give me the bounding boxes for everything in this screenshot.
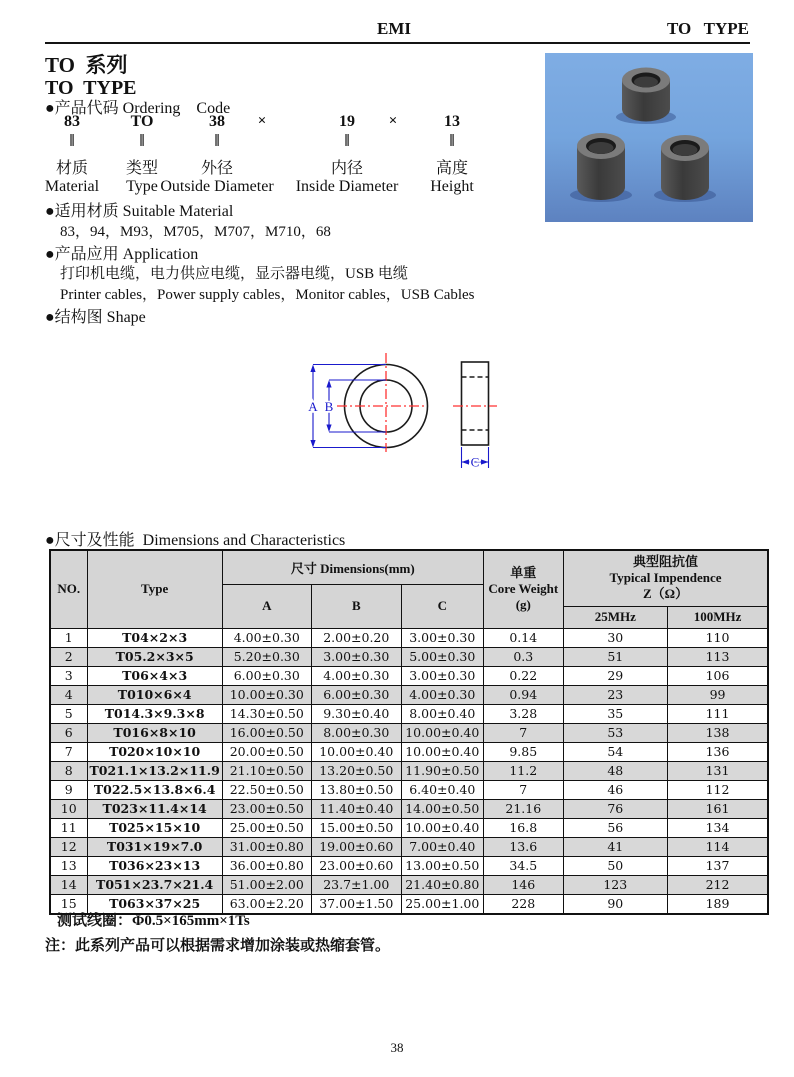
table-row bbox=[50, 685, 768, 704]
ordering-code-value: 83 bbox=[64, 113, 80, 130]
cell-b: 15.00±0.50 bbox=[311, 818, 401, 837]
cell-weight: 7 bbox=[483, 723, 563, 742]
cell-c: 14.00±0.50 bbox=[401, 799, 483, 818]
arrow-up-icon bbox=[310, 365, 315, 373]
cell-z100: 212 bbox=[667, 875, 768, 894]
page-header-center: EMI bbox=[377, 19, 411, 38]
table-row bbox=[50, 818, 768, 837]
col-header-dimensions-group: 尺寸 Dimensions(mm) bbox=[222, 550, 483, 584]
cell-c: 11.90±0.50 bbox=[401, 761, 483, 780]
col-header-impedance-group bbox=[563, 550, 768, 606]
table-row bbox=[50, 666, 768, 685]
cell-type: T016×8×10 bbox=[87, 723, 222, 742]
cell-b: 13.20±0.50 bbox=[311, 761, 401, 780]
cell-weight: 0.14 bbox=[483, 628, 563, 647]
cell-type: T04×2×3 bbox=[87, 628, 222, 647]
multiply-sign: × bbox=[257, 113, 267, 129]
cell-b: 6.00±0.30 bbox=[311, 685, 401, 704]
cell-z100: 114 bbox=[667, 837, 768, 856]
cell-no: 13 bbox=[50, 856, 87, 875]
cell-a: 6.00±0.30 bbox=[222, 666, 311, 685]
link-bars-icon: ‖ bbox=[139, 132, 145, 151]
cell-b: 3.00±0.30 bbox=[311, 647, 401, 666]
col-header-a: A bbox=[222, 584, 311, 628]
cell-weight: 9.85 bbox=[483, 742, 563, 761]
cell-z25: 41 bbox=[563, 837, 667, 856]
cell-type: T05.2×3×5 bbox=[87, 647, 222, 666]
dim-c-label: C bbox=[470, 454, 480, 470]
cell-no: 8 bbox=[50, 761, 87, 780]
cell-b: 9.30±0.40 bbox=[311, 704, 401, 723]
ordering-code-heading: ●产品代码 Ordering Code bbox=[45, 100, 231, 117]
link-bars-icon: ‖ bbox=[214, 132, 220, 151]
table-row bbox=[50, 837, 768, 856]
cell-z25: 54 bbox=[563, 742, 667, 761]
cell-z25: 35 bbox=[563, 704, 667, 723]
cell-z100: 113 bbox=[667, 647, 768, 666]
cell-a: 22.50±0.50 bbox=[222, 780, 311, 799]
cell-no: 5 bbox=[50, 704, 87, 723]
col-header-100mhz: 100MHz bbox=[667, 606, 768, 628]
cell-a: 21.10±0.50 bbox=[222, 761, 311, 780]
ordering-label-cn: 类型 bbox=[125, 160, 158, 177]
cell-b: 11.40±0.40 bbox=[311, 799, 401, 818]
header-rule bbox=[45, 42, 750, 44]
cell-a: 10.00±0.30 bbox=[222, 685, 311, 704]
ordering-label-cn: 高度 bbox=[435, 160, 468, 177]
ordering-label-cn: 内径 bbox=[330, 160, 363, 177]
cell-c: 4.00±0.30 bbox=[401, 685, 483, 704]
cell-no: 7 bbox=[50, 742, 87, 761]
ordering-label-cn: 材质 bbox=[55, 160, 88, 177]
cell-a: 14.30±0.50 bbox=[222, 704, 311, 723]
remark-note: 注：此系列产品可以根据需求增加涂装或热缩套管。 bbox=[45, 938, 391, 954]
arrow-right-icon bbox=[481, 459, 489, 464]
series-title-en: TO TYPE bbox=[45, 77, 137, 99]
arrow-up-icon bbox=[326, 380, 331, 388]
cell-b: 23.7±1.00 bbox=[311, 875, 401, 894]
suitable-material-heading: ●适用材质 Suitable Material bbox=[45, 203, 234, 220]
cell-c: 3.00±0.30 bbox=[401, 666, 483, 685]
cell-z25: 50 bbox=[563, 856, 667, 875]
cell-z100: 111 bbox=[667, 704, 768, 723]
cell-weight: 0.22 bbox=[483, 666, 563, 685]
cell-c: 3.00±0.30 bbox=[401, 628, 483, 647]
table-row bbox=[50, 628, 768, 647]
cell-no: 6 bbox=[50, 723, 87, 742]
core-weight-unit: (g) bbox=[515, 597, 531, 613]
cell-c: 10.00±0.40 bbox=[401, 723, 483, 742]
core-weight-cn: 单重 bbox=[510, 564, 537, 580]
cell-c: 13.00±0.50 bbox=[401, 856, 483, 875]
table-row bbox=[50, 856, 768, 875]
page-header-right: TO TYPE bbox=[666, 19, 749, 38]
cell-c: 25.00±1.00 bbox=[401, 894, 483, 914]
cell-type: T023×11.4×14 bbox=[87, 799, 222, 818]
cell-z100: 161 bbox=[667, 799, 768, 818]
cell-no: 4 bbox=[50, 685, 87, 704]
cell-z25: 53 bbox=[563, 723, 667, 742]
table-row bbox=[50, 704, 768, 723]
cell-weight: 21.16 bbox=[483, 799, 563, 818]
cell-a: 25.00±0.50 bbox=[222, 818, 311, 837]
cell-b: 8.00±0.30 bbox=[311, 723, 401, 742]
cell-z25: 90 bbox=[563, 894, 667, 914]
cell-a: 4.00±0.30 bbox=[222, 628, 311, 647]
col-header-no: NO. bbox=[50, 550, 87, 628]
cell-z100: 99 bbox=[667, 685, 768, 704]
ordering-label-en: Outside Diameter bbox=[160, 178, 274, 195]
application-line-cn: 打印机电缆，电力供应电缆，显示器电缆，USB 电缆 bbox=[60, 266, 408, 282]
cell-z100: 137 bbox=[667, 856, 768, 875]
arrow-left-icon bbox=[462, 459, 470, 464]
ferrite-core-left bbox=[570, 133, 632, 202]
ordering-code-value: 13 bbox=[444, 113, 460, 130]
cell-weight: 0.3 bbox=[483, 647, 563, 666]
cell-a: 5.20±0.30 bbox=[222, 647, 311, 666]
dimensions-heading: ●尺寸及性能 Dimensions and Characteristics bbox=[45, 532, 346, 549]
ordering-label-en: Height bbox=[430, 178, 474, 195]
cell-weight: 228 bbox=[483, 894, 563, 914]
cell-type: T06×4×3 bbox=[87, 666, 222, 685]
cell-no: 2 bbox=[50, 647, 87, 666]
col-header-type: Type bbox=[87, 550, 222, 628]
link-bars-icon: ‖ bbox=[69, 132, 75, 151]
cell-no: 12 bbox=[50, 837, 87, 856]
cell-no: 9 bbox=[50, 780, 87, 799]
cell-z25: 56 bbox=[563, 818, 667, 837]
cell-c: 5.00±0.30 bbox=[401, 647, 483, 666]
cell-c: 21.40±0.80 bbox=[401, 875, 483, 894]
cell-z100: 134 bbox=[667, 818, 768, 837]
cell-z100: 136 bbox=[667, 742, 768, 761]
arrow-down-icon bbox=[326, 425, 331, 433]
cell-z25: 51 bbox=[563, 647, 667, 666]
cell-weight: 146 bbox=[483, 875, 563, 894]
ordering-code-diagram bbox=[0, 113, 545, 205]
application-heading: ●产品应用 Application bbox=[45, 246, 199, 263]
cell-z25: 76 bbox=[563, 799, 667, 818]
cell-a: 16.00±0.50 bbox=[222, 723, 311, 742]
table-row bbox=[50, 647, 768, 666]
cell-no: 10 bbox=[50, 799, 87, 818]
cell-type: T051×23.7×21.4 bbox=[87, 875, 222, 894]
cell-z25: 30 bbox=[563, 628, 667, 647]
cell-z100: 189 bbox=[667, 894, 768, 914]
ordering-column-height bbox=[377, 113, 527, 198]
cell-no: 11 bbox=[50, 818, 87, 837]
cell-b: 37.00±1.50 bbox=[311, 894, 401, 914]
ordering-code-value: TO bbox=[130, 113, 154, 130]
cell-z100: 138 bbox=[667, 723, 768, 742]
ferrite-core-right bbox=[654, 135, 716, 202]
cell-type: T020×10×10 bbox=[87, 742, 222, 761]
page-number: 38 bbox=[390, 1040, 404, 1055]
table-header-row bbox=[50, 550, 768, 584]
cell-c: 10.00±0.40 bbox=[401, 818, 483, 837]
ordering-code-value: 19 bbox=[339, 113, 355, 130]
cell-z25: 48 bbox=[563, 761, 667, 780]
table-row bbox=[50, 780, 768, 799]
cell-z25: 46 bbox=[563, 780, 667, 799]
cell-weight: 13.6 bbox=[483, 837, 563, 856]
cell-c: 10.00±0.40 bbox=[401, 742, 483, 761]
cell-z100: 106 bbox=[667, 666, 768, 685]
table-row bbox=[50, 723, 768, 742]
ordering-label-cn: 外径 bbox=[200, 160, 233, 177]
cell-b: 19.00±0.60 bbox=[311, 837, 401, 856]
suitable-material-items: 83，94，M93，M705，M707，M710，68 bbox=[60, 224, 331, 240]
cell-no: 3 bbox=[50, 666, 87, 685]
table-row bbox=[50, 875, 768, 894]
cell-weight: 11.2 bbox=[483, 761, 563, 780]
cell-z25: 29 bbox=[563, 666, 667, 685]
cell-no: 14 bbox=[50, 875, 87, 894]
cell-type: T014.3×9.3×8 bbox=[87, 704, 222, 723]
cell-c: 7.00±0.40 bbox=[401, 837, 483, 856]
table-row bbox=[50, 761, 768, 780]
cell-b: 2.00±0.20 bbox=[311, 628, 401, 647]
cell-b: 23.00±0.60 bbox=[311, 856, 401, 875]
cell-c: 6.40±0.40 bbox=[401, 780, 483, 799]
ordering-label-en: Material bbox=[44, 178, 100, 195]
col-header-b: B bbox=[311, 584, 401, 628]
side-view-rect bbox=[462, 362, 489, 445]
cell-type: T010×6×4 bbox=[87, 685, 222, 704]
cell-type: T063×37×25 bbox=[87, 894, 222, 914]
col-header-c: C bbox=[401, 584, 483, 628]
cell-weight: 16.8 bbox=[483, 818, 563, 837]
cell-no: 1 bbox=[50, 628, 87, 647]
cell-type: T031×19×7.0 bbox=[87, 837, 222, 856]
link-bars-icon: ‖ bbox=[449, 132, 455, 151]
multiply-sign: × bbox=[388, 113, 398, 129]
dimensions-table bbox=[49, 549, 769, 915]
table-row bbox=[50, 799, 768, 818]
ordering-label-en: Inside Diameter bbox=[295, 178, 399, 195]
cell-b: 10.00±0.40 bbox=[311, 742, 401, 761]
cell-b: 13.80±0.50 bbox=[311, 780, 401, 799]
shape-heading: ●结构图 Shape bbox=[45, 309, 146, 326]
cell-z25: 123 bbox=[563, 875, 667, 894]
impedance-cn: 典型阻抗值 bbox=[633, 553, 699, 569]
toroid-dimension-drawing bbox=[298, 346, 510, 478]
cell-a: 63.00±2.20 bbox=[222, 894, 311, 914]
core-weight-en: Core Weight bbox=[488, 581, 559, 597]
cell-weight: 34.5 bbox=[483, 856, 563, 875]
cell-a: 31.00±0.80 bbox=[222, 837, 311, 856]
ferrite-core-top bbox=[616, 68, 676, 125]
impedance-unit: Z（Ω） bbox=[642, 586, 689, 602]
cell-a: 20.00±0.50 bbox=[222, 742, 311, 761]
cell-type: T021.1×13.2×11.9 bbox=[87, 761, 222, 780]
dim-a-label: A bbox=[308, 399, 318, 414]
dim-b-label: B bbox=[324, 399, 334, 414]
ordering-code-value: 38 bbox=[209, 113, 225, 130]
cell-type: T022.5×13.8×6.4 bbox=[87, 780, 222, 799]
ordering-column-outside-diameter bbox=[142, 113, 292, 198]
product-photo bbox=[545, 53, 753, 222]
cell-z100: 110 bbox=[667, 628, 768, 647]
cell-weight: 3.28 bbox=[483, 704, 563, 723]
link-bars-icon: ‖ bbox=[344, 132, 350, 151]
cell-z100: 131 bbox=[667, 761, 768, 780]
cell-b: 4.00±0.30 bbox=[311, 666, 401, 685]
cell-no: 15 bbox=[50, 894, 87, 914]
ordering-label-en: Type bbox=[126, 178, 158, 195]
application-line-en: Printer cables，Power supply cables，Monitor cables，USB Cables bbox=[60, 287, 475, 303]
impedance-en: Typical Impendence bbox=[609, 570, 722, 586]
cell-weight: 7 bbox=[483, 780, 563, 799]
cell-a: 36.00±0.80 bbox=[222, 856, 311, 875]
cell-a: 51.00±2.00 bbox=[222, 875, 311, 894]
arrow-down-icon bbox=[310, 440, 315, 448]
table-row bbox=[50, 742, 768, 761]
series-title-cn: TO 系列 bbox=[45, 53, 128, 77]
cell-weight: 0.94 bbox=[483, 685, 563, 704]
cell-c: 8.00±0.40 bbox=[401, 704, 483, 723]
col-header-25mhz: 25MHz bbox=[563, 606, 667, 628]
col-header-core-weight bbox=[483, 550, 563, 628]
cell-type: T036×23×13 bbox=[87, 856, 222, 875]
test-coil-note: 测试线圈：Φ0.5×165mm×1Ts bbox=[57, 913, 250, 929]
cell-type: T025×15×10 bbox=[87, 818, 222, 837]
cell-z25: 23 bbox=[563, 685, 667, 704]
cell-a: 23.00±0.50 bbox=[222, 799, 311, 818]
cell-z100: 112 bbox=[667, 780, 768, 799]
